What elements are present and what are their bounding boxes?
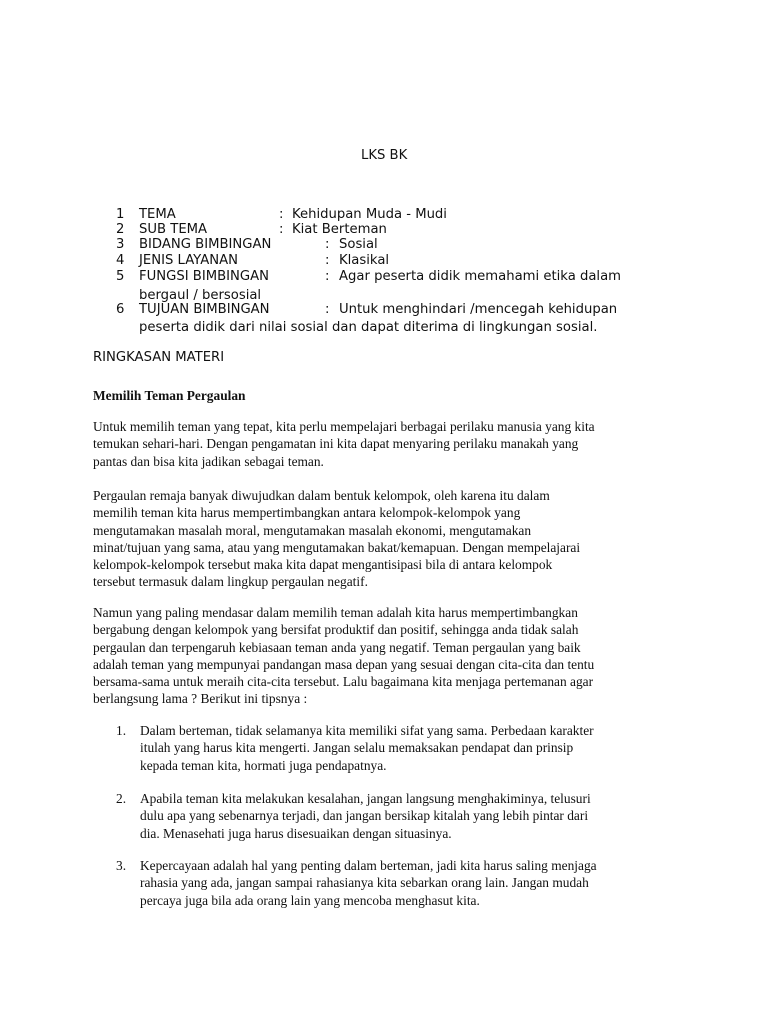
paragraph-line: pantas dan bisa kita jadikan sebagai teman. (93, 453, 324, 469)
tip-line: dulu apa yang sebenarnya terjadi, dan jangan bersikap kitalah yang lebih pintar dari (140, 808, 589, 824)
tip-line: dia. Menasehati juga harus disesuaikan dengan situasinya. (140, 825, 452, 841)
info-value: Untuk menghindari /mencegah kehidupan (339, 302, 618, 317)
paragraph-line: pergaulan dan terpengaruh kebiasaan teman anda yang negatif. Teman pergaulan yang baik (93, 639, 581, 655)
info-colon: : (325, 253, 330, 268)
info-colon: : (279, 222, 284, 237)
info-label: TUJUAN BIMBINGAN (139, 302, 270, 317)
paragraph-line: bergabung dengan kelompok yang bersifat produktif dan positif, sehingga anda tidak salah (93, 622, 579, 638)
tip-text (140, 722, 594, 774)
paragraph-line: memilih teman kita harus mempertimbangkan antara kelompok-kelompok yang (93, 505, 521, 521)
paragraph-line: kelompok-kelompok tersebut maka kita dapat mengantisipasi bila di antara kelompok (93, 557, 553, 573)
info-colon: : (325, 237, 330, 252)
tip-line: kepada teman kita, hormati juga pendapatnya. (140, 757, 387, 773)
paragraph-line: berlangsung lama ? Berikut ini tipsnya : (93, 691, 308, 707)
info-value: Klasikal (339, 253, 390, 268)
paragraph (93, 604, 713, 708)
paragraph-line: temukan sehari-hari. Dengan pengamatan ini kita dapat menyaring perilaku manakah yang (93, 436, 579, 452)
tip-text (140, 857, 597, 909)
paragraph (93, 487, 713, 591)
tip-line: Dalam berteman, tidak selamanya kita memiliki sifat yang sama. Perbedaan karakter (140, 723, 594, 738)
tip-line: itulah yang harus kita mengerti. Jangan selalu memaksakan pendapat dan prinsip (140, 740, 574, 756)
info-number: 2 (116, 222, 125, 237)
info-number: 6 (116, 302, 125, 317)
paragraph-line: mengutamakan masalah moral, mengutamakan masalah ekonomi, mengutamakan (93, 522, 532, 538)
info-number: 4 (116, 253, 125, 268)
paragraph-line: Untuk memilih teman yang tepat, kita perlu mempelajari berbagai perilaku manusia yang kita (93, 419, 595, 434)
paragraph-line: minat/tujuan yang sama, atau yang mengutamakan bakat/kemapuan. Dengan mempelajarai (93, 539, 581, 555)
info-continuation: bergaul / bersosial (139, 288, 262, 303)
info-number: 3 (116, 237, 125, 252)
paragraph (93, 418, 713, 470)
paragraph-line: tersebut termasuk dalam lingkup pergaulan negatif. (93, 574, 368, 590)
info-label: BIDANG BIMBINGAN (139, 237, 272, 252)
info-number: 5 (116, 269, 125, 284)
info-label: JENIS LAYANAN (139, 253, 238, 268)
document-title: LKS BK (361, 148, 408, 163)
tip-number: 2. (116, 791, 127, 806)
info-label: FUNGSI BIMBINGAN (139, 269, 269, 284)
info-colon: : (325, 302, 330, 317)
article-title: Memilih Teman Pergaulan (93, 388, 246, 403)
tip-line: rahasia yang ada, jangan sampai rahasianya kita sebarkan orang lain. Jangan mudah (140, 875, 589, 891)
paragraph-line: adalah teman yang mempunyai pandangan masa depan yang sesuai dengan cita-cita dan tentu (93, 656, 595, 672)
tip-text (140, 790, 591, 842)
tip-number: 1. (116, 723, 127, 738)
info-value: Sosial (339, 237, 378, 252)
info-value: Agar peserta didik memahami etika dalam (339, 269, 622, 284)
paragraph-line: bersama-sama untuk meraih cita-cita tersebut. Lalu bagaimana kita menjaga pertemanan agar (93, 674, 594, 690)
info-label: TEMA (139, 207, 176, 222)
info-label: SUB TEMA (139, 222, 208, 237)
summary-heading: RINGKASAN MATERI (93, 350, 225, 365)
info-value: Kiat Berteman (292, 222, 387, 237)
info-colon: : (279, 207, 284, 222)
paragraph-line: Pergaulan remaja banyak diwujudkan dalam bentuk kelompok, oleh karena itu dalam (93, 488, 550, 503)
tip-number: 3. (116, 858, 127, 873)
tip-line: Apabila teman kita melakukan kesalahan, jangan langsung menghakiminya, telusuri (140, 791, 591, 806)
info-continuation: peserta didik dari nilai sosial dan dapat diterima di lingkungan sosial. (139, 320, 598, 335)
info-value: Kehidupan Muda - Mudi (292, 207, 447, 222)
tip-line: Kepercayaan adalah hal yang penting dalam berteman, jadi kita harus saling menjaga (140, 858, 597, 873)
paragraph-line: Namun yang paling mendasar dalam memilih teman adalah kita harus mempertimbangkan (93, 605, 578, 620)
tip-line: percaya juga bila ada orang lain yang mencoba menghasut kita. (140, 892, 480, 908)
info-number: 1 (116, 207, 125, 222)
info-colon: : (325, 269, 330, 284)
